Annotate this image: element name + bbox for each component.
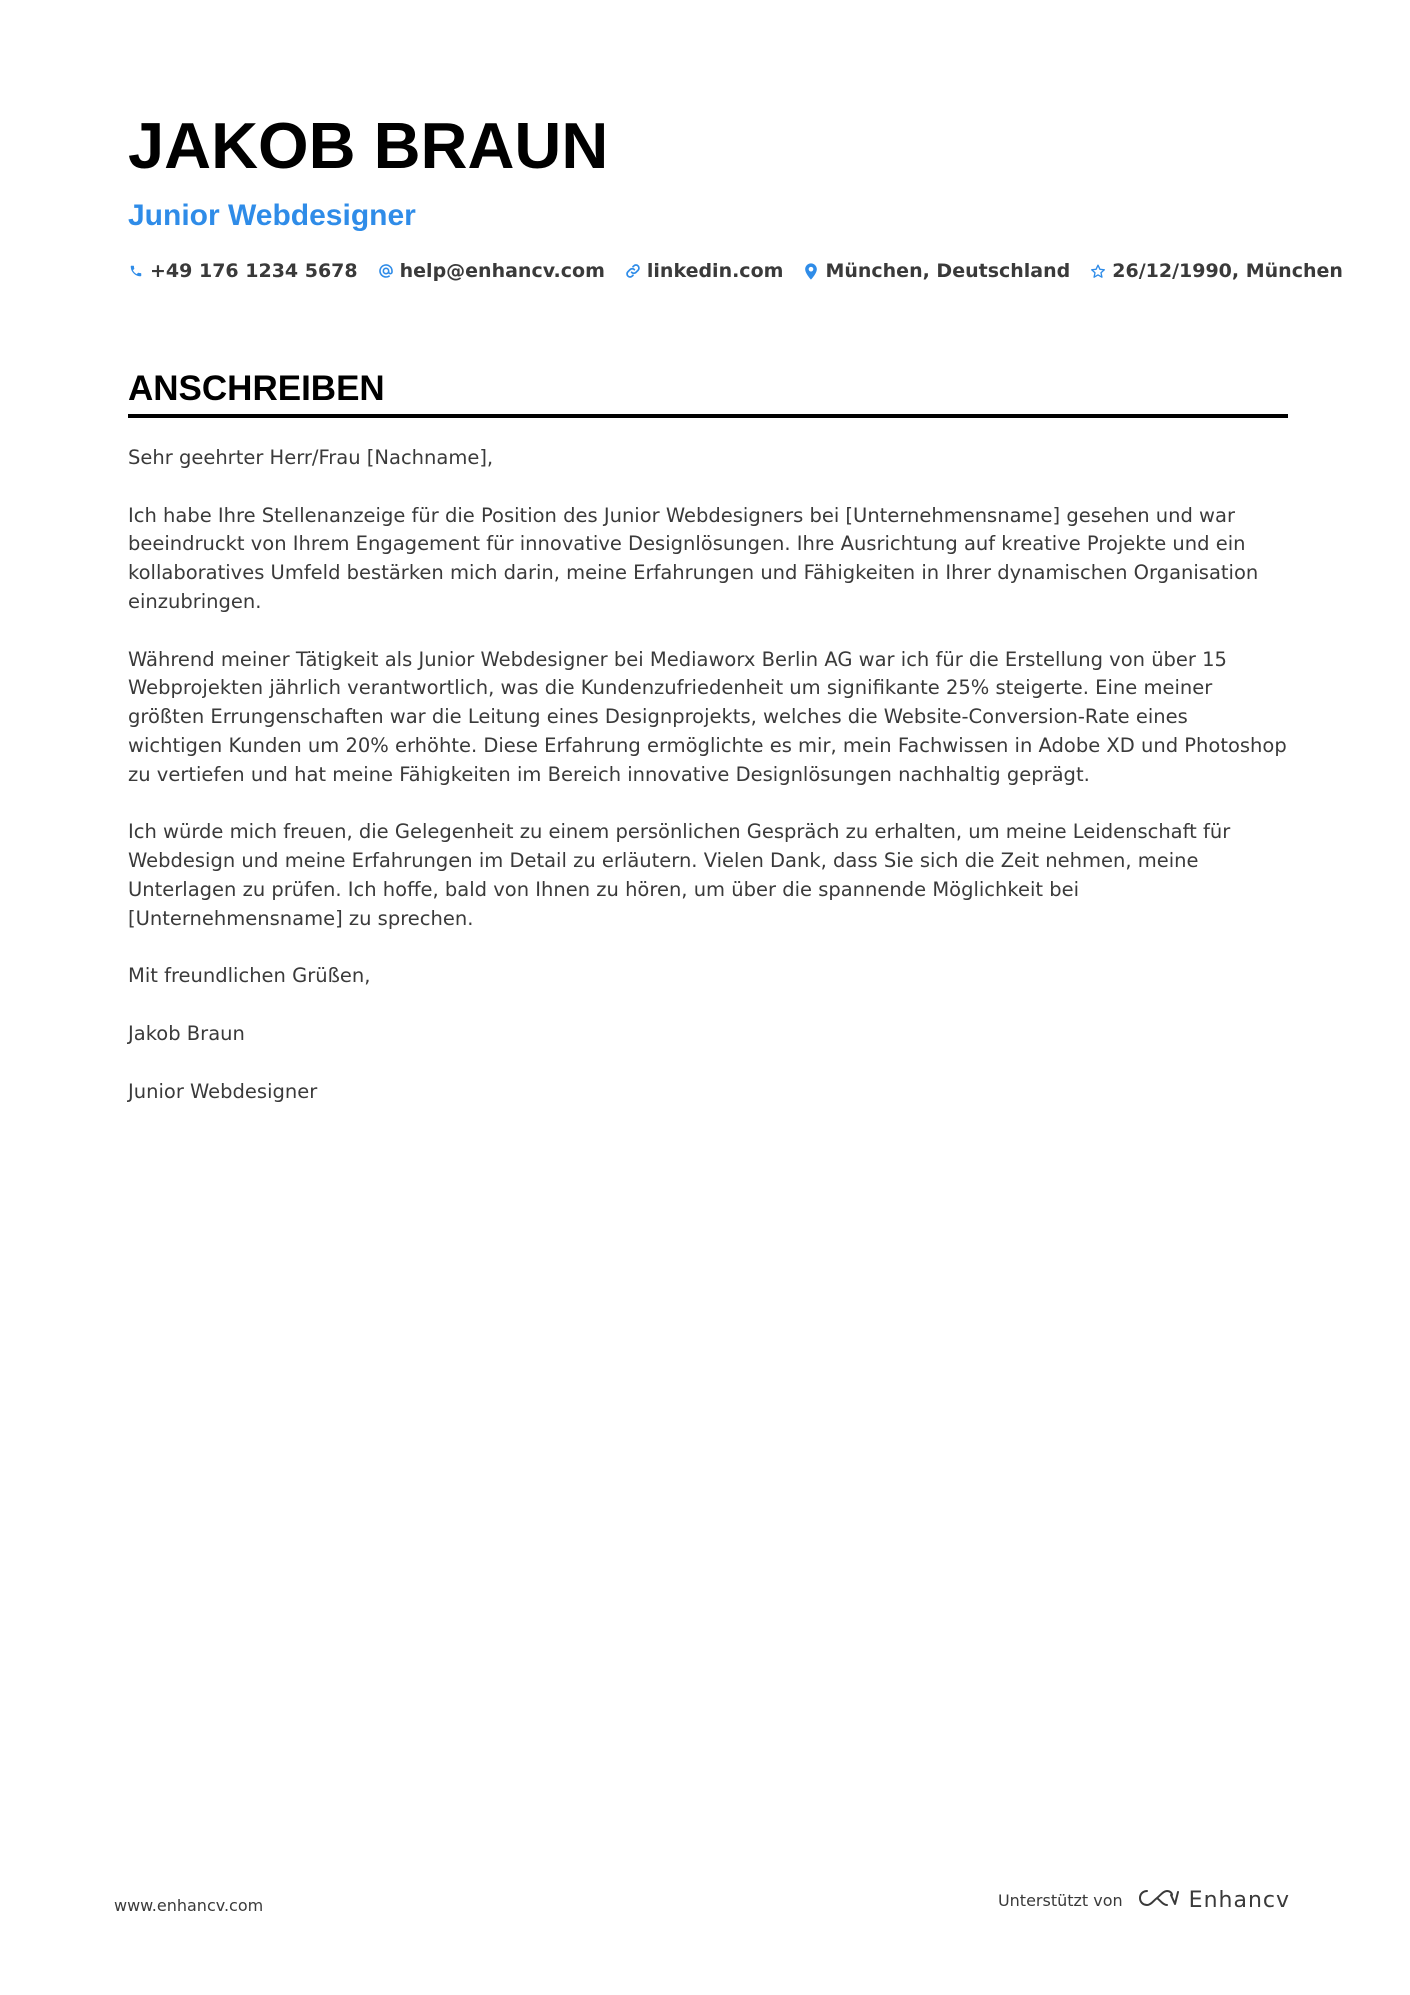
footer-branding[interactable] [998, 1886, 1290, 1914]
section-divider [128, 414, 1288, 418]
contact-location-text: München, Deutschland [825, 260, 1071, 282]
contact-email[interactable] [378, 260, 605, 282]
at-icon [378, 262, 394, 280]
contact-phone-text: +49 176 1234 5678 [150, 260, 358, 282]
job-title: Junior Webdesigner [128, 199, 416, 232]
contact-email-text: help@enhancv.com [399, 260, 605, 282]
resume-header [128, 104, 1343, 282]
letter-salutation: Sehr geehrter Herr/Frau [Nachname], [128, 446, 494, 469]
link-icon [625, 262, 641, 280]
letter-closing: Mit freundlichen Grüßen, [128, 964, 371, 988]
signature-title: Junior Webdesigner [128, 1079, 318, 1103]
cover-letter-section [128, 368, 1288, 1135]
star-icon [1090, 262, 1106, 280]
contact-birth-text: 26/12/1990, München [1112, 260, 1343, 282]
signature-name: Jakob Braun [128, 1021, 245, 1045]
phone-icon [128, 262, 144, 280]
footer-website[interactable]: www.enhancv.com [114, 1896, 264, 1915]
brand-name: Enhancv [1188, 1887, 1290, 1913]
letter-body [128, 444, 1288, 1106]
contact-linkedin[interactable] [625, 260, 784, 282]
brand-logo [1135, 1886, 1290, 1914]
candidate-name: JAKOB BRAUN [128, 109, 609, 182]
location-icon [803, 262, 819, 280]
contact-birth [1090, 260, 1343, 282]
powered-by-label: Unterstützt von [997, 1890, 1123, 1910]
contact-linkedin-text: linkedin.com [646, 260, 784, 282]
section-title: ANSCHREIBEN [128, 369, 385, 408]
contact-phone[interactable] [128, 260, 358, 282]
letter-paragraph: Ich würde mich freuen, die Gelegenheit zu einem persönlichen Gespräch zu erhalten, um meine Leidenschaft für Webdesign und meine Erfahrungen im Detail zu erläutern. Vielen Dank, dass Sie sich die Zeit nehmen, meine Unterlagen zu prüfen. Ich hoffe, bald von Ihnen zu hören, um über die spannende Möglichkeit bei [Unternehmensname] zu sprechen. [128, 820, 1231, 930]
letter-paragraph: Während meiner Tätigkeit als Junior Webdesigner bei Mediaworx Berlin AG war ich für die Erstellung von über 15 Webprojekten jährlich verantwortlich, was die Kundenzufriedenheit um signifikante 25% steigerte. Eine meiner größten Errungenschaften war die Leitung eines Designprojekts, welches die Website-Conversion-Rate eines wichtigen Kunden um 20% erhöhte. Diese Erfahrung ermöglichte es mir, mein Fachwissen in Adobe XD und Photoshop zu vertiefen und hat meine Fähigkeiten im Bereich innovative Designlösungen nachhaltig geprägt. [128, 647, 1287, 786]
contact-bar [128, 260, 1343, 282]
contact-location [803, 260, 1070, 282]
enhancv-logo-icon [1135, 1886, 1179, 1914]
letter-paragraph: Ich habe Ihre Stellenanzeige für die Position des Junior Webdesigners bei [Unternehmensname] gesehen und war beeindruckt von Ihrem Engagement für innovative Designlösungen. Ihre Ausrichtung auf kreative Projekte und ein kollaboratives Umfeld bestärken mich darin, meine Erfahrungen und Fähigkeiten in Ihrer dynamischen Organisation einzubringen. [128, 503, 1259, 613]
